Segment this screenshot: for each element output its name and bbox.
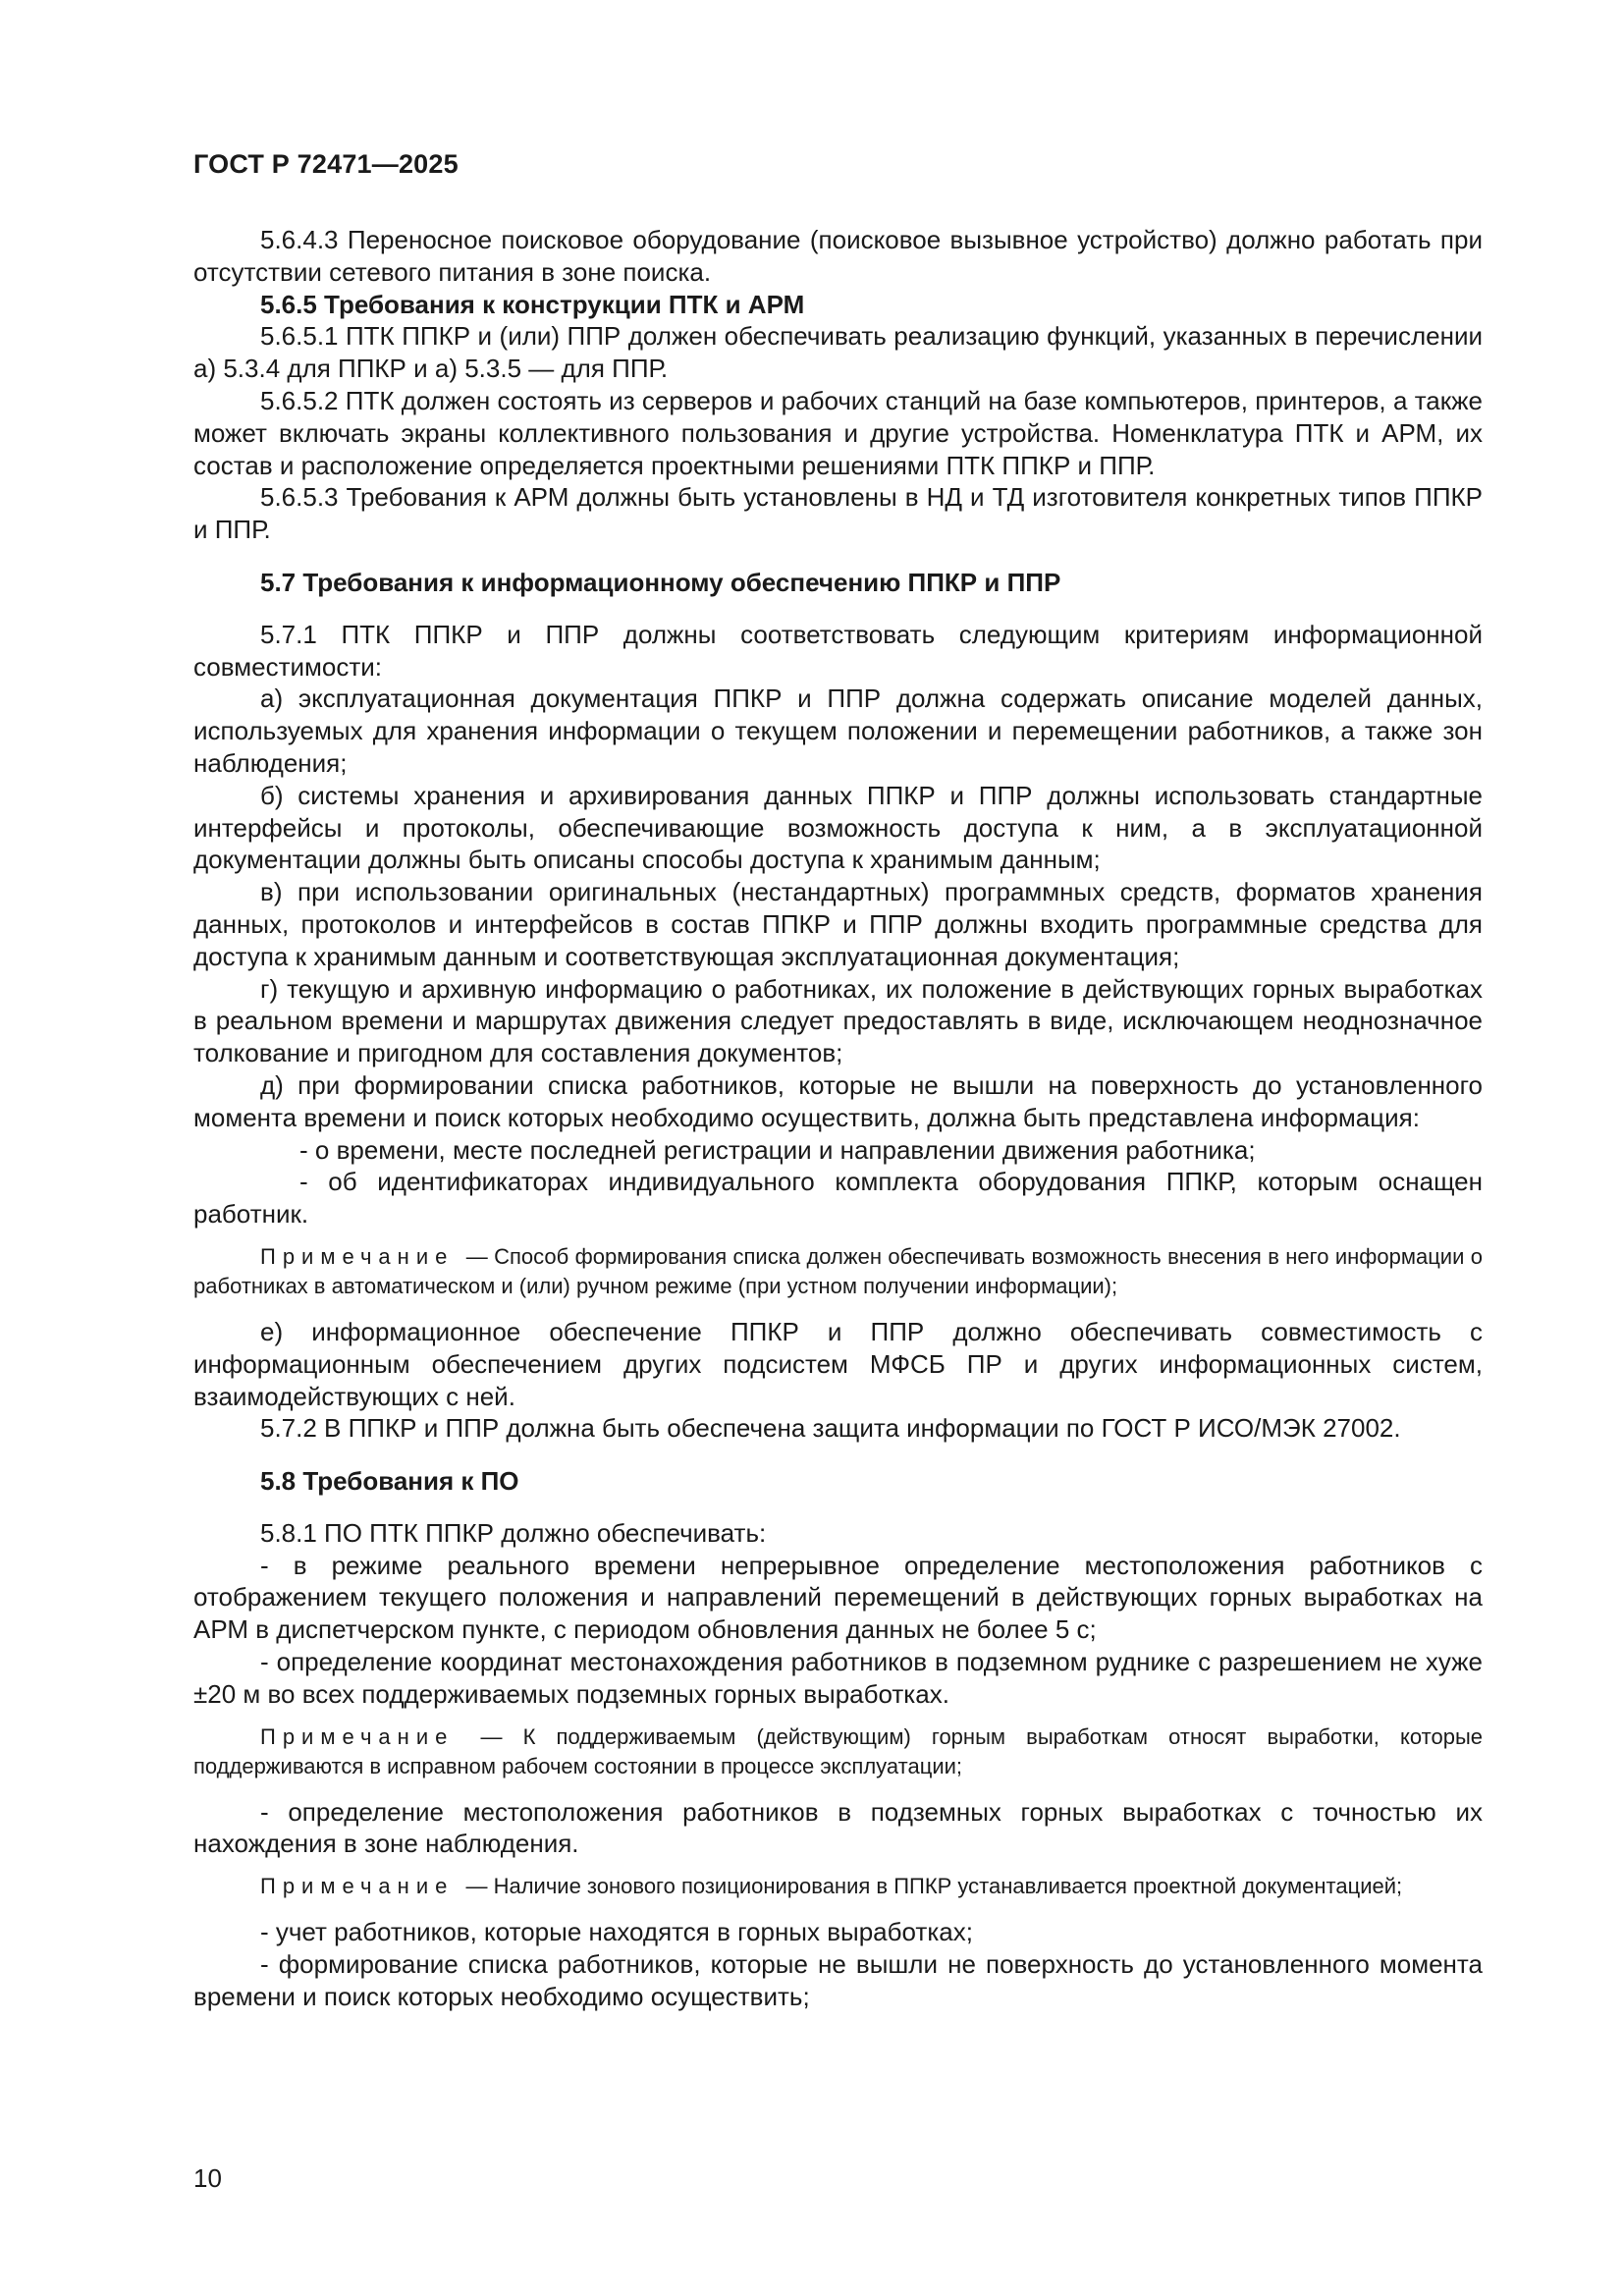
paragraph-5-6-5-2: 5.6.5.2 ПТК должен состоять из серверов и рабочих станций на базе компьютеров, принтеров, а также может включать экраны коллективного пользования и другие устройства. Номенклатура ПТК и АРМ, их состав и расположение определяется проектными решениями ПТК ППКР и ППР. [193, 385, 1483, 480]
document-header: ГОСТ Р 72471—2025 [193, 149, 459, 179]
note-label: Примечание [260, 1243, 455, 1269]
dash-item-identifiers: - об идентификаторах индивидуального комплекта оборудования ППКР, которым оснащен работник. [193, 1167, 1483, 1230]
note-supported-workings [193, 1722, 1483, 1781]
dash-item-zone-location: - определение местоположения работников в подземных горных выработках с точностью их нахождения в зоне наблюдения. [193, 1796, 1483, 1859]
paragraph-5-6-4-3: 5.6.4.3 Переносное поисковое оборудование (поисковое вызывное устройство) должно работать при отсутствии сетевого питания в зоне поиска. [193, 225, 1483, 287]
dash-item-accounting: - учет работников, которые находятся в горных выработках; [260, 1917, 973, 1947]
note-list-formation [193, 1242, 1483, 1301]
note-zonal-positioning [193, 1872, 1483, 1901]
dash-item-time-place: - о времени, месте последней регистрации и направлении движения работника; [299, 1134, 1256, 1165]
heading-5-7: 5.7 Требования к информационному обеспечению ППКР и ППР [260, 567, 1061, 597]
list-item-d: д) при формировании списка работников, которые не вышли на поверхность до установленного момента времени и поиск которых необходимо осуществить, должна быть представлена информация: [193, 1069, 1483, 1132]
page-number: 10 [193, 2163, 222, 2193]
list-item-v: в) при использовании оригинальных (нестандартных) программных средств, форматов хранения данных, протоколов и интерфейсов в состав ППКР и ППР должны входить программные средства для доступа к хранимым данным и соответствующая эксплуатационная документация; [193, 877, 1483, 971]
dash-item-realtime: - в режиме реального времени непрерывное определение местоположения работников с отображением текущего положения и направлений перемещений в действующих горных выработках на АРМ в диспетчерском пункте, с периодом обновления данных не более 5 с; [193, 1550, 1483, 1645]
note-label: Примечание [260, 1723, 455, 1749]
list-item-e: е) информационное обеспечение ППКР и ППР должно обеспечивать совместимость с информационным обеспечением других подсистем МФСБ ПР и других информационных систем, взаимодействующих с ней. [193, 1316, 1483, 1411]
list-item-b: б) системы хранения и архивирования данных ППКР и ППР должны использовать стандартные интерфейсы и протоколы, обеспечивающие возможность доступа к ним, а в эксплуатационной документации должны быть описаны способы доступа к хранимым данным; [193, 780, 1483, 875]
heading-5-6-5: 5.6.5 Требования к конструкции ПТК и АРМ [260, 289, 805, 319]
note-text: — К поддерживаемым (действующим) горным выработкам относят выработки, которые поддерживаются в исправном рабочем состоянии в процессе эксплуатации; [193, 1723, 1483, 1778]
note-label: Примечание [260, 1874, 455, 1899]
note-text: — Наличие зонового позиционирования в ППКР устанавливается проектной документацией; [460, 1874, 1403, 1899]
list-item-g: г) текущую и архивную информацию о работниках, их положение в действующих горных выработках в реальном времени и маршрутах движения следует предоставлять в виде, исключающем неоднозначное толкование и пригодном для составления документов; [193, 973, 1483, 1068]
paragraph-5-7-1: 5.7.1 ПТК ППКР и ППР должны соответствовать следующим критериям информационной совместимости: [193, 619, 1483, 682]
list-item-a: а) эксплуатационная документация ППКР и ППР должна содержать описание моделей данных, используемых для хранения информации о текущем положении и перемещении работников, а также зон наблюдения; [193, 683, 1483, 778]
paragraph-5-8-1: 5.8.1 ПО ПТК ППКР должно обеспечивать: [260, 1517, 767, 1548]
dash-item-coordinates: - определение координат местонахождения работников в подземном руднике с разрешением не хуже ±20 м во всех поддерживаемых подземных горных выработках. [193, 1647, 1483, 1709]
paragraph-5-6-5-3: 5.6.5.3 Требования к АРМ должны быть установлены в НД и ТД изготовителя конкретных типов ППКР и ППР. [193, 482, 1483, 545]
heading-5-8: 5.8 Требования к ПО [260, 1466, 519, 1497]
dash-item-missing-list: - формирование списка работников, которые не вышли не поверхность до установленного момента времени и поиск которых необходимо осуществить; [193, 1949, 1483, 2011]
paragraph-5-7-2: 5.7.2 В ППКР и ППР должна быть обеспечена защита информации по ГОСТ Р ИСО/МЭК 27002. [260, 1413, 1401, 1444]
document-body [193, 224, 1483, 2013]
note-text: — Способ формирования списка должен обеспечивать возможность внесения в него информации о работниках в автоматическом и (или) ручном режиме (при устном получении информации); [193, 1243, 1483, 1298]
paragraph-5-6-5-1: 5.6.5.1 ПТК ППКР и (или) ППР должен обеспечивать реализацию функций, указанных в перечислении а) 5.3.4 для ППКР и а) 5.3.5 — для ППР. [193, 321, 1483, 384]
